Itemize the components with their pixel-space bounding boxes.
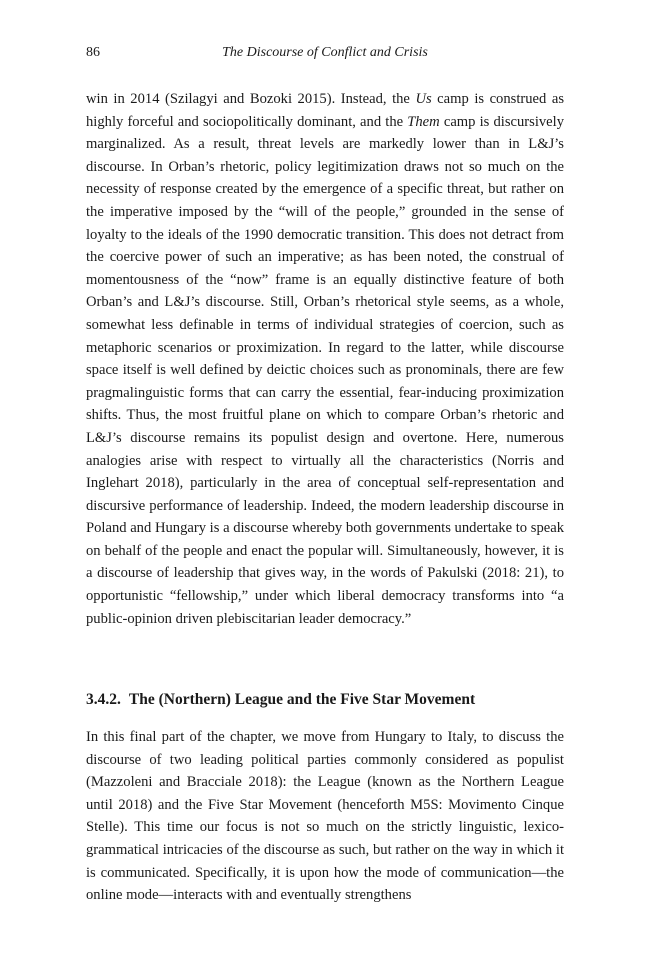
us-term: Us xyxy=(415,91,432,107)
running-title: The Discourse of Conflict and Crisis xyxy=(222,45,428,60)
section-title: The (Northern) League and the Five Star Movement xyxy=(128,691,476,708)
section-number: 3.4.2. xyxy=(86,691,121,708)
section-heading xyxy=(86,689,564,711)
paragraph-1-text-a: win in 2014 (Szilagyi and Bozoki 2015). Instead, the xyxy=(86,91,416,107)
paragraph-1-text-c: camp is discursively marginalized. As a result, threat levels are markedly lower than in L&J’s discourse. In Orban’s rhetoric, policy legitimization draws not so much on the necessity of response created by the emergence of a specific threat, but rather on the imperative imposed by the “will of the people,” grounded in the sense of loyalty to the ideals of the 1990 democratic transition. This does not detract from the coercive power of such an imperative; as has been noted, the construal of momentousness of the “now” frame is an equally distinctive feature of both Orban’s and L&J’s discourse. Still, Orban’s rhetorical style seems, as a whole, somewhat less definable in terms of individual strategies of coercion, such as metaphoric scenarios or proximization. In regard to the latter, while discourse space itself is well defined by deictic choices such as pronominals, there are few pragmalinguistic forms that can carry the essential, fear-inducing proximization shifts. Thus, the most fruitful plane on which to compare Orban’s rhetoric and L&J’s discourse remains its populist design and overtone. Here, numerous analogies arise with respect to virtually all the characteristics (Norris and Inglehart 2018), particularly in the area of conceptual self-representation and discursive performance of leadership. Indeed, the modern leadership discourse in Poland and Hungary is a discourse whereby both governments undertake to speak on behalf of the people and enact the popular will. Simultaneously, however, it is a discourse of leadership that gives way, in the words of Pakulski (2018: 21), to opportunistic “fellowship,” under which liberal democracy transforms into “a public-opinion driven plebiscitarian leader democracy.” xyxy=(86,113,564,627)
body-paragraph-2: In this final part of the chapter, we move from Hungary to Italy, to discuss the discourse of two leading political parties commonly considered as populist (Mazzoleni and Bracciale 2018): the League (known as the Northern League until 2018) and the Five Star Movement (henceforth M5S: Movimento Cinque Stelle). This time our focus is not so much on the strictly linguistic, lexico-grammatical intricacies of the discourse as such, but rather on the way in which it is communicated. Specifically, it is upon how the mode of communication—the online mode—interacts with and eventually strengthens xyxy=(86,729,564,904)
them-term: Them xyxy=(407,113,440,130)
running-head xyxy=(86,43,564,63)
page-number: 86 xyxy=(86,45,100,60)
body-paragraph-1 xyxy=(86,88,564,630)
paragraph-1-text-b: camp is construed as highly forceful and sociopolitically dominant, and the xyxy=(86,91,565,130)
